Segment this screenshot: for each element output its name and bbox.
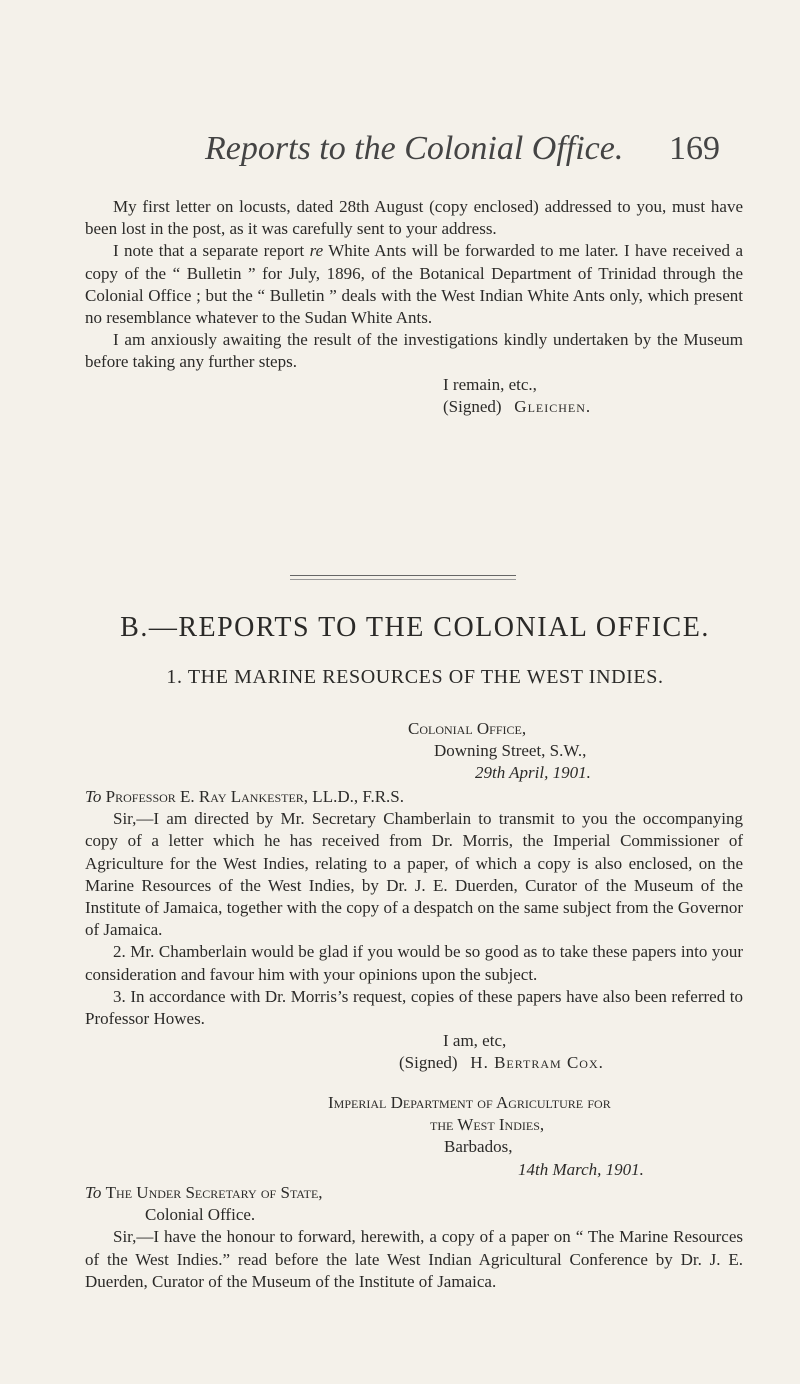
running-head: [205, 130, 720, 176]
section-title: B.—REPORTS TO THE COLONIAL OFFICE.: [120, 612, 710, 643]
paragraph: I note that a separate report re White Ants will be forwarded to me later. I have received a copy of the “ Bulletin ” for July, 1896, of the Botanical Department of Trinidad through the Colonial Office ; but the “ Bulletin ” deals with the West Indian White Ants only, which present no resemblance whatever to the Sudan White Ants.: [85, 241, 743, 328]
address-imperial-department: Imperial Department of Agriculture for the West Indies, Barbados, 14th March, 1901.: [328, 1092, 644, 1181]
paragraph: Sir,—I have the honour to forward, herewith, a copy of a paper on “ The Marine Resources of the West Indies.” read before the late West Indian Agricultural Conference by Dr. J. E. Duerden, Curator of the Museum of the Institute of Jamaica.: [85, 1227, 743, 1291]
letter-date: 14th March, 1901.: [518, 1159, 644, 1179]
paragraph: My first letter on locusts, dated 28th August (copy enclosed) addressed to you, must have been lost in the post, as it was carefully sent to your address.: [85, 197, 743, 239]
signature-line: (Signed) H. Bertram Cox.: [399, 1053, 604, 1073]
address-colonial-office: Colonial Office, Downing Street, S.W., 29th April, 1901.: [408, 718, 591, 785]
paragraph: 3. In accordance with Dr. Morris’s request, copies of these papers have also been referred to Professor Howes.: [85, 986, 743, 1029]
letter-bertram-cox: [85, 786, 743, 1075]
addressee: To Professor E. Ray Lankester, LL.D., F.R.S.: [85, 787, 404, 806]
paragraph: Sir,—I am directed by Mr. Secretary Chamberlain to transmit to you the occompanying copy of a letter which he has received from Dr. Morris, the Imperial Commissioner of Agriculture for the West Indies, relating to a paper, of which a copy is also enclosed, on the Marine Resources of the West Indies, by Dr. J. E. Duerden, Curator of the Museum of the Institute of Jamaica, together with the copy of a despatch on the same subject from the Governor of Jamaica.: [85, 809, 743, 940]
signer-name: Gleichen.: [514, 396, 592, 416]
paragraph: 2. Mr. Chamberlain would be glad if you would be so good as to take these papers into your consideration and favour him with your opinions upon the subject.: [85, 942, 743, 984]
page-number: 169: [669, 130, 720, 167]
signature-line: (Signed) Gleichen.: [443, 396, 592, 416]
closing-line: I am, etc,: [443, 1031, 507, 1051]
subsection-title: 1. THE MARINE RESOURCES OF THE WEST INDIES.: [166, 666, 664, 688]
letter-date: 29th April, 1901.: [475, 763, 591, 783]
signer-name: H. Bertram Cox.: [470, 1053, 604, 1073]
paragraph: I am anxiously awaiting the result of the investigations kindly undertaken by the Museum before taking any further steps.: [85, 330, 743, 372]
addressee-line-2: Colonial Office.: [145, 1205, 256, 1225]
letter-morris: [85, 1182, 743, 1293]
running-title: Reports to the Colonial Office.: [205, 130, 624, 167]
closing-line: I remain, etc.,: [443, 374, 537, 394]
addressee: To The Under Secretary of State,: [85, 1183, 323, 1202]
letter-gleichen: [85, 196, 743, 418]
section-divider: [290, 575, 516, 580]
